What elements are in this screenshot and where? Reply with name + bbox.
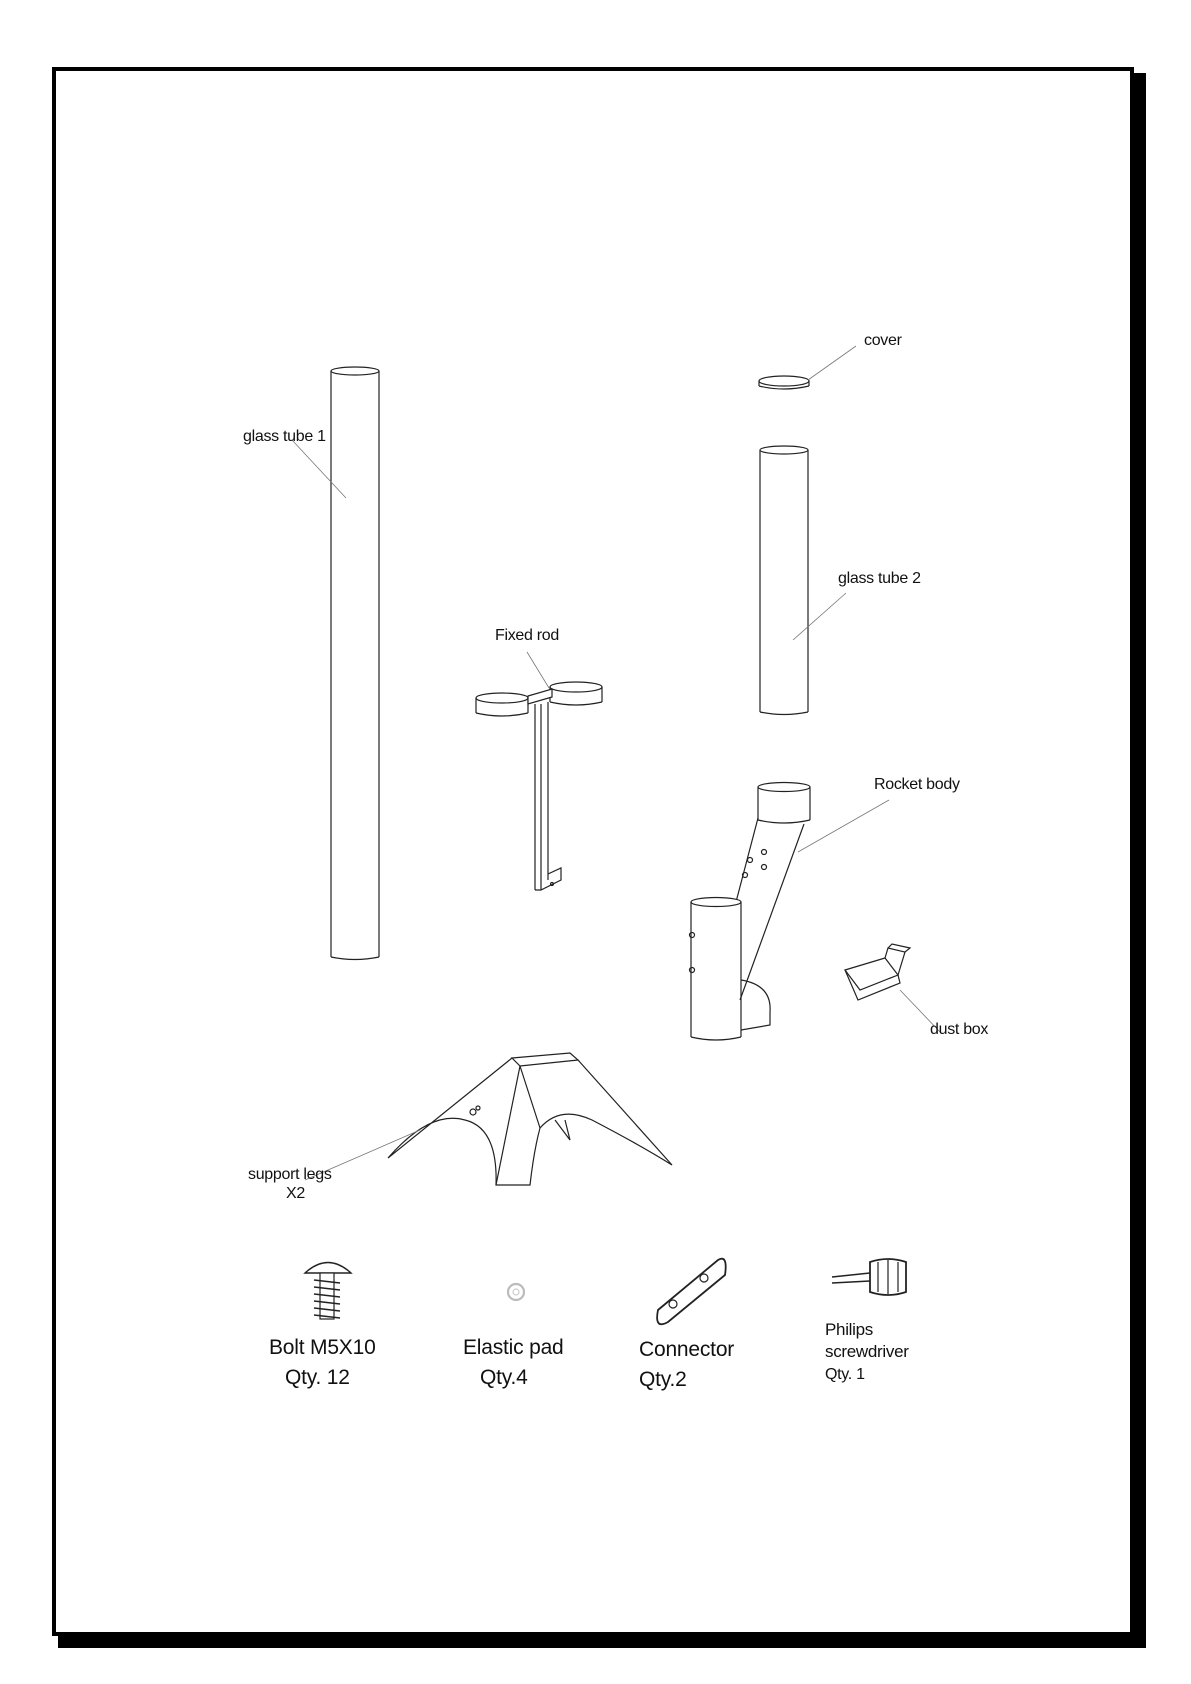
label-screwdriver-qty: Qty. 1 — [825, 1366, 865, 1383]
label-bolt-name: Bolt M5X10 — [269, 1336, 376, 1359]
label-glass-tube-2: glass tube 2 — [838, 570, 921, 587]
glass-tube-2-drawing — [760, 446, 808, 715]
label-elastic-pad-qty: Qty.4 — [480, 1366, 528, 1389]
fixed-rod-drawing — [476, 682, 602, 890]
connector-plate-icon — [657, 1259, 726, 1325]
support-legs-drawing — [388, 1053, 672, 1185]
glass-tube-1-leader — [292, 440, 346, 498]
glass-tube-1-drawing — [331, 367, 379, 960]
label-support-legs-qty: X2 — [286, 1185, 305, 1202]
label-connector-name: Connector — [639, 1338, 735, 1361]
elastic-pad-icon — [508, 1284, 524, 1300]
dust-box-drawing — [845, 944, 910, 1000]
label-screwdriver-name-line1: Philips — [825, 1320, 873, 1339]
label-screwdriver-name-line2: screwdriver — [825, 1342, 909, 1361]
label-support-legs: support legs — [248, 1166, 332, 1183]
cover-leader — [808, 346, 856, 380]
glass-tube-2-leader — [793, 593, 846, 640]
rocket-body-leader — [798, 800, 889, 852]
label-fixed-rod: Fixed rod — [495, 627, 559, 644]
screwdriver-icon — [832, 1259, 906, 1295]
cover-drawing — [759, 376, 809, 389]
label-cover: cover — [864, 332, 902, 349]
label-elastic-pad-name: Elastic pad — [463, 1336, 564, 1359]
label-dust-box: dust box — [930, 1021, 989, 1038]
label-connector-qty: Qty.2 — [639, 1368, 687, 1391]
rocket-body-drawing — [690, 783, 811, 1041]
label-glass-tube-1: glass tube 1 — [243, 428, 326, 445]
label-rocket-body: Rocket body — [874, 776, 960, 793]
label-bolt-qty: Qty. 12 — [285, 1366, 350, 1389]
bolt-icon — [305, 1263, 351, 1320]
fixed-rod-leader — [527, 652, 549, 688]
